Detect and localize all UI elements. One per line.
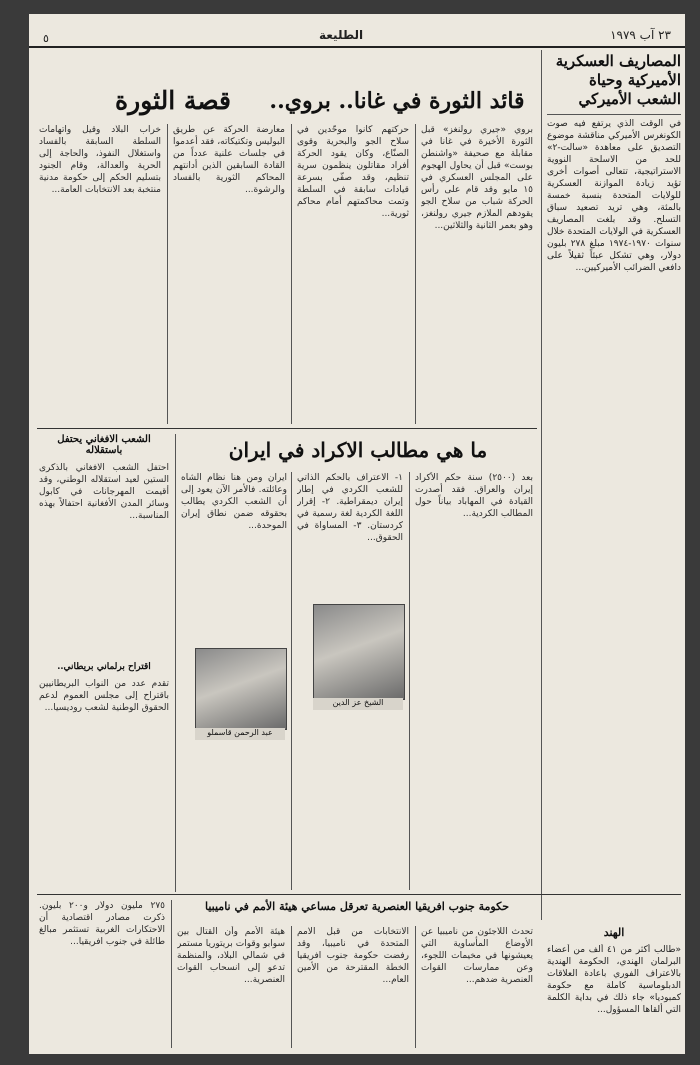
namibia-column-2: الانتخابات من قبل الامم المتحدة في ناميبيا، وقد رفضت حكومة جنوب افريقيا الخطة المقترحة من الأمين العام...: [297, 927, 409, 985]
afghan-body: احتفل الشعب الافغاني بالذكرى الستين لعيد استقلاله الوطني، وقد أقيمت المهرجانات في كابول وسائر المدن الأفغانية احتفالاً بهذه المناسبة...: [39, 463, 169, 521]
ghana-headline: قائد الثورة في غانا.. بروي..: [269, 88, 525, 114]
uk-proposal-headline: اقتراح برلماني بريطاني..: [57, 662, 151, 672]
afghan-headline: الشعب الافغاني يحتفل باستقلاله: [57, 434, 151, 456]
issue-date: ٢٣ آب ١٩٧٩: [610, 28, 671, 42]
section-rule: [37, 894, 681, 895]
section-rule: [37, 428, 537, 429]
caption-sheikh-ezzedine: الشيخ عز الدين: [313, 698, 403, 710]
india-body: «طالب أكثر من ٤١ ألف من أعضاء البرلمان الهندي، الحكومة الهندية بالاعتراف الفوري باعادة العلاقات الدبلوماسية كاملة مع حكومة كمبوديا» جاء ذلك في بداية الكلمة التي ألقاها المسؤول...: [547, 945, 681, 1015]
sidebar-body: في الوقت الذي يرتفع فيه صوت الكونغرس الأميركي مناقشة موضوع التصديق على معاهدة «سالت-٢» للحد من الاسلحة النووية الاستراتيجية، تتعالى أصوات أخرى تؤيد زيادة الموازنة العسكرية للولايات المتحدة بنسبة خمسة بالمئة، وهي تريد تصعيد سباق التسلح. وقد بلغت المصاريف العسكرية في الولايات المتحدة خلال سنوات ١٩٧٠-١٩٧٤ مبلغ ٢٧٨ بليون دولار، وهي تشكل عبئاً ثقيلاً على دافعي الضرائب الأميركيين...: [547, 119, 681, 273]
ghana-column-2: حركتهم كانوا موحّدين في سلاح الجو والبحرية وقوى الصنّاع، وكان يقود الحركة أفراد مقاتلون ينظمون سرية تنظيم، وقد صفّى بسرعة قيادات سابقة في السلطة وتمت محاكمتهم أمام محاكم ثورية...: [297, 125, 409, 219]
sidebar-title-line-3: الشعب الأميركي: [578, 90, 681, 108]
namibia-headline: حكومة جنوب افريقيا العنصرية تعرقل مساعي هيئة الأمم في ناميبيا: [205, 900, 509, 913]
uk-proposal-body: تقدم عدد من النواب البريطانيين باقتراح إلى مجلس العموم لدعم الحقوق الوطنية لشعب روديسيا...: [39, 679, 169, 713]
kurds-column-3: ايران ومن هنا نظام الشاه وعائلته. فالأمر الآن يعود إلى أن الشعب الكردي يطالب بحقوقه ضمن نطاق إيران الموحدة...: [181, 473, 287, 531]
column-divider: [175, 434, 176, 892]
kurds-headline: ما هي مطالب الاكراد في ايران: [228, 438, 488, 462]
column-divider: [291, 926, 292, 1048]
kurds-column-1: بعد (٢٥٠٠) سنة حكم الأكراد إيران والعراق. فقد أصدرت القيادة في المهاباد بياناً حول المطالب الكردية...: [415, 473, 533, 519]
column-divider: [415, 124, 416, 424]
column-divider: [409, 472, 410, 890]
namibia-column-1: تحدث اللاجئون من ناميبيا عن الأوضاع المأساوية التي يعيشونها في مخيمات اللجوء، وعن ممارسات القوات العنصرية ضدهم...: [421, 927, 533, 985]
newspaper-name: الطليعة: [319, 28, 364, 42]
column-divider: [541, 50, 542, 920]
page-header: [29, 14, 685, 48]
ghana-column-4: خراب البلاد وقيل واتهامات السلطة السابقة بالفساد واستغلال النفوذ، والحاجة إلى الحرية والعدالة، وقام الجنود بتسليم الحكم إلى حكومة مدنية منتخبة بعد الانتخابات العامة...: [39, 125, 161, 195]
column-divider: [415, 926, 416, 1048]
investment-column: ٢٧٥ مليون دولار و٢٠٠ بليون. ذكرت مصادر اقتصادية أن الاحتكارات الغربية تستثمر مبالغ طائلة في جنوب افريقيا...: [39, 901, 165, 947]
column-divider: [291, 124, 292, 424]
kurds-column-2: ١- الاعتراف بالحكم الذاتي للشعب الكردي في إطار إيران ديمقراطية. ٢- إقرار اللغة الكردية لغة رسمية في كردستان. ٣- المساواة في الحقوق...: [297, 473, 403, 543]
india-headline: الهند: [603, 926, 625, 939]
ghana-column-1: بروي «جيري رولنغز» قبل الثورة الأخيرة في غانا في مقابلة مع صحيفة «واشنطن بوست» قبل أن يحاول الهجوم على المجلس العسكري في ١٥ مايو وقد قام على رأس الحركة شباب من سلاح الجو يقودهم الملازم جيري رولنغز، وهو بعمر الثانية والثلاثين...: [421, 125, 533, 231]
photo-qasemlou: [195, 648, 287, 730]
column-divider: [167, 124, 168, 424]
ghana-column-3: معارضة الحركة عن طريق البوليس وتكتيكاته، فقد أعدموا في جلسات علنية عدداً من القادة السابقين الذين أدانتهم المحاكم الثورية بالفساد والرشوة...: [173, 125, 285, 195]
sidebar-title-line-2: الأميركية وحياة: [589, 71, 681, 89]
photo-sheikh-ezzedine: [313, 604, 405, 700]
revolution-headline: قصة الثورة: [115, 86, 231, 115]
page-number: ٥: [43, 32, 49, 45]
sidebar-title-line-1: المصاريف العسكرية: [555, 52, 681, 70]
namibia-column-3: هيئة الأمم وأن القتال بين سوابو وقوات بريتوريا مستمر في شمالي البلاد، والمنظمة تدعو إلى انسحاب القوات العنصرية...: [177, 927, 285, 985]
sidebar-rule: [547, 114, 681, 115]
sidebar-headline: [547, 52, 681, 109]
column-divider: [171, 900, 172, 1048]
newspaper-page: [29, 14, 685, 1054]
column-divider: [291, 472, 292, 890]
caption-qasemlou: عبد الرحمن قاسملو: [195, 728, 285, 740]
